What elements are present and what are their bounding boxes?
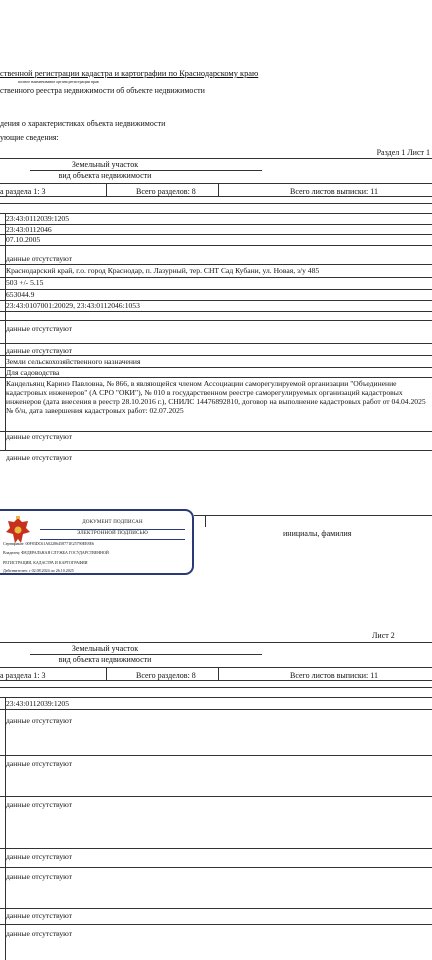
stamp-title-1: ДОКУМЕНТ ПОДПИСАН xyxy=(82,520,143,525)
electronic-signature-stamp xyxy=(0,509,194,575)
section-title: дения о характеристиках объекта недвижимости xyxy=(0,119,166,128)
row-value: данные отсутствуют xyxy=(6,432,73,441)
object-type: Земельный участок xyxy=(71,160,139,169)
document-title: ственного реестра недвижимости об объекте недвижимости xyxy=(0,86,205,95)
row-value: данные отсутствуют xyxy=(6,324,73,333)
assignment-date: 07.10.2005 xyxy=(6,235,41,244)
stamp-title-2: ЭЛЕКТРОННОЙ ПОДПИСЬЮ xyxy=(77,531,148,536)
row-value: данные отсутствуют xyxy=(6,453,73,462)
land-category: Земли сельскохозяйственного назначения xyxy=(6,357,141,366)
cadastral-quarter: 23:43:0112046 xyxy=(6,225,52,234)
row-value: данные отсутствуют xyxy=(6,346,73,355)
total-sections: Всего разделов: 8 xyxy=(136,187,196,196)
row-value: данные отсутствуют xyxy=(6,852,73,861)
total-sheets: Всего листов выписки: 11 xyxy=(290,187,378,196)
row-value: данные отсутствуют xyxy=(6,872,73,881)
initials-caption: инициалы, фамилия xyxy=(283,529,352,538)
cadastral-value: 653044.9 xyxy=(6,290,35,299)
cadastral-number: 23:43:0112039:1205 xyxy=(6,699,70,708)
certificate-owner: Владелец: ФЕДЕРАЛЬНАЯ СЛУЖБА ГОСУДАРСТВЕННОЙ xyxy=(3,550,109,555)
sheet-2-label: Лист 2 xyxy=(372,631,395,640)
agency-caption: полное наименование органа регистрации прав xyxy=(18,79,99,84)
related-objects: 23:43:0107001:20029, 23:43:0112046:1053 xyxy=(6,301,140,310)
row-value: данные отсутствуют xyxy=(6,800,73,809)
row-value: данные отсутствуют xyxy=(6,716,73,725)
row-value: данные отсутствуют xyxy=(6,929,73,938)
row-value: данные отсутствуют xyxy=(6,759,73,768)
total-sheets: Всего листов выписки: 11 xyxy=(290,671,378,680)
agency-name: ственной регистрации кадастра и картографии по Краснодарскому краю xyxy=(0,69,259,78)
total-sections: Всего разделов: 8 xyxy=(136,671,196,680)
area: 503 +/- 5.15 xyxy=(6,278,44,287)
sheet-label: Раздел 1 Лист 1 xyxy=(376,148,430,157)
cadastral-number: 23:43:0112039:1205 xyxy=(6,214,70,223)
certificate-validity: Действителен: с 02.08.2024 по 26.10.2025 xyxy=(3,568,74,573)
sheet-of-section: а раздела 1: 3 xyxy=(0,671,46,680)
object-type-caption: вид объекта недвижимости xyxy=(58,171,152,180)
address: Краснодарский край, г.о. город Краснодар, п. Лазурный, тер. СНТ Сад Кубани, ул. Новая, з/у 485 xyxy=(6,266,320,275)
permitted-use: Для садоводства xyxy=(6,368,60,377)
certificate-owner-cont: РЕГИСТРАЦИИ, КАДАСТРА И КАРТОГРАФИИ xyxy=(3,560,88,565)
certificate-number: Сертификат: 00F83DC61A02286458771E25790EE8E6 xyxy=(3,541,94,546)
object-type-caption: вид объекта недвижимости xyxy=(58,655,152,664)
object-type: Земельный участок xyxy=(71,644,139,653)
following-info: ующие сведения: xyxy=(0,133,59,142)
cadastral-engineer: Кандельянц Каринэ Павловна, № 866, в являющейся членом Ассоциации саморегулируемой организации "Объединение кадастровых инженеров" (А СРО "ОКИ"), № 010 в государственном реестре саморегулируемых организаций кадастровых инженеров (дата внесения в реестр 28.10.2016 г.), СНИЛС 14476892810, договор на выполнение кадастровых работ от 04.04.2025 № б/н, дата завершения кадастровых работ: 02.07.2025 xyxy=(6,379,426,415)
row-value: данные отсутствуют xyxy=(6,911,73,920)
row-value: данные отсутствуют xyxy=(6,254,73,263)
sheet-of-section: а раздела 1: 3 xyxy=(0,187,46,196)
